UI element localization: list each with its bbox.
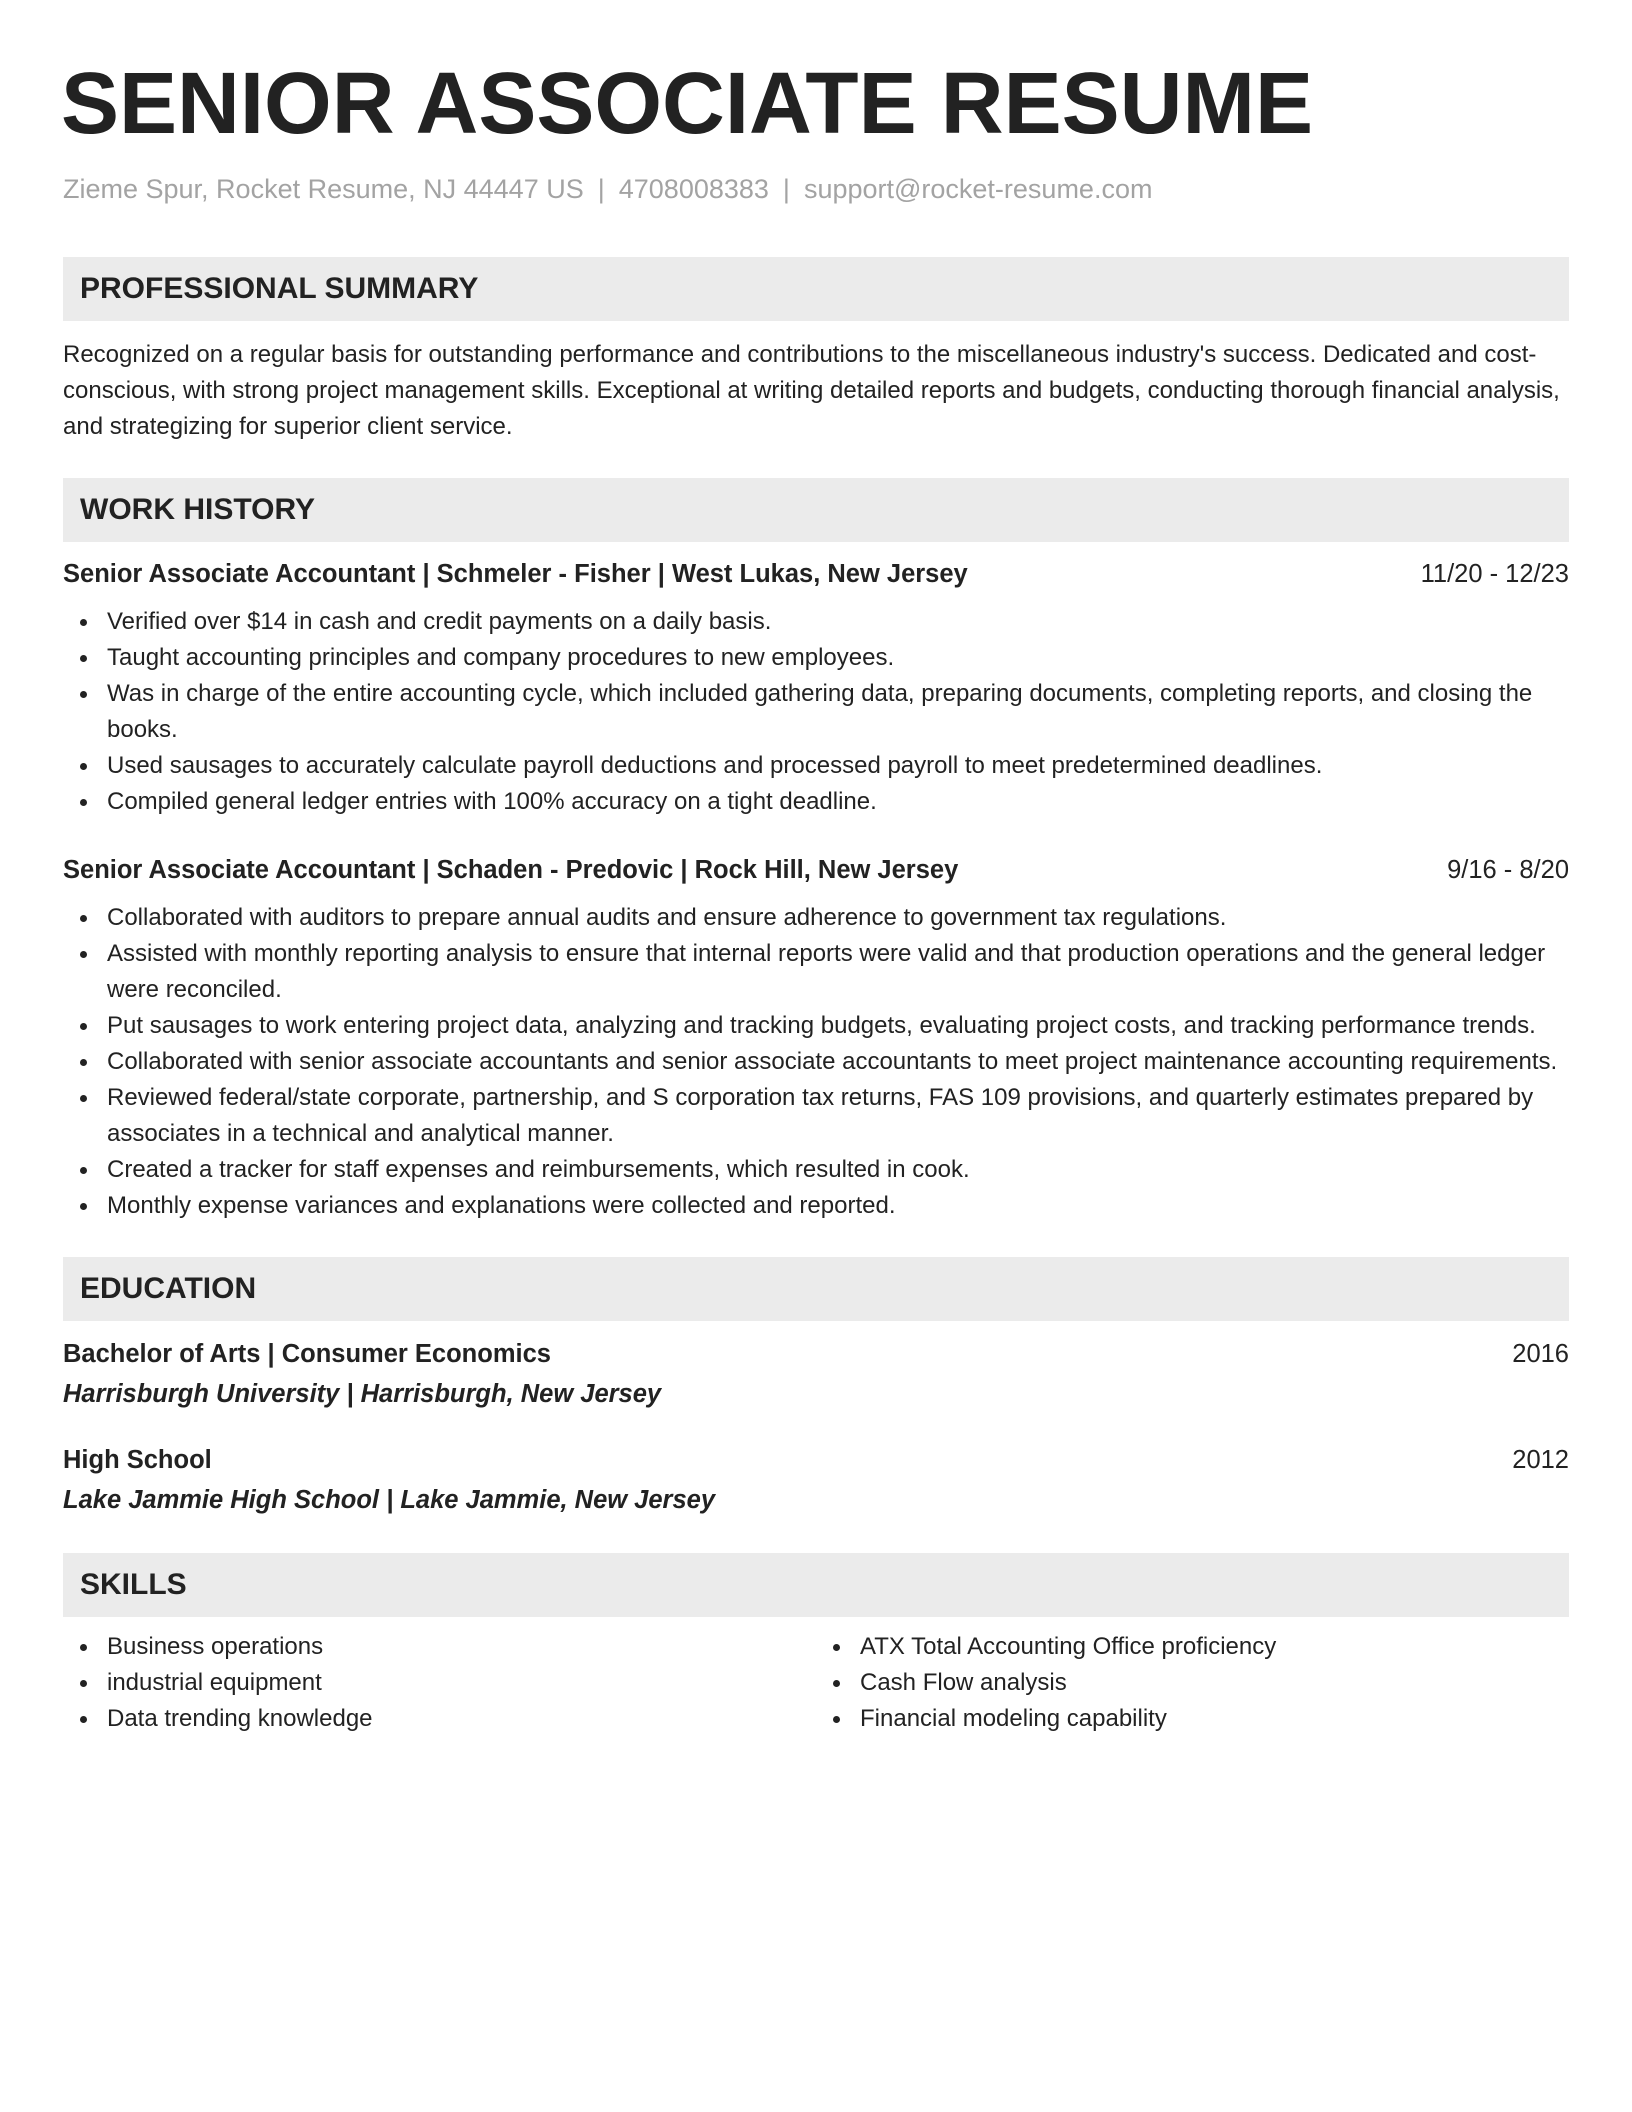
- section-heading-education: EDUCATION: [63, 1257, 1569, 1321]
- job-bullet: Monthly expense variances and explanations were collected and reported.: [63, 1188, 1569, 1224]
- job-title: Senior Associate Accountant | Schaden - Predovic | Rock Hill, New Jersey: [63, 856, 959, 885]
- contact-separator: |: [782, 174, 790, 204]
- job-title: Senior Associate Accountant | Schmeler - Fisher | West Lukas, New Jersey: [63, 560, 968, 589]
- job-bullet: Collaborated with senior associate accountants and senior associate accountants to meet project maintenance accounting requirements.: [63, 1044, 1569, 1080]
- education-school: Harrisburgh University | Harrisburgh, New Jersey: [63, 1380, 662, 1409]
- resume-title: SENIOR ASSOCIATE RESUME: [61, 55, 1313, 152]
- summary-text: Recognized on a regular basis for outstanding performance and contributions to the miscellaneous industry's success. Dedicated and cost-conscious, with strong project management skills. Exceptional at writing detailed reports and budgets, conducting thorough financial analysis, and strategizing for superior client service.: [63, 341, 1560, 441]
- education-entry: [63, 1336, 1569, 1412]
- education-year: 2016: [1512, 1340, 1569, 1369]
- contact-separator: |: [597, 174, 605, 204]
- contact-phone: 4708008383: [618, 174, 769, 204]
- job-bullet: Used sausages to accurately calculate payroll deductions and processed payroll to meet predetermined deadlines.: [63, 748, 1569, 784]
- contact-email: support@rocket-resume.com: [803, 174, 1153, 204]
- skill-item: industrial equipment: [63, 1665, 816, 1701]
- education-degree: High School: [63, 1446, 212, 1475]
- job-bullet: Assisted with monthly reporting analysis to ensure that internal reports were valid and that production operations and the general ledger were reconciled.: [63, 936, 1569, 1008]
- job-entry: [63, 556, 1569, 820]
- skill-item: Business operations: [63, 1629, 816, 1665]
- skills-list: [63, 1629, 816, 1737]
- education-degree: Bachelor of Arts | Consumer Economics: [63, 1340, 551, 1369]
- education-entry: [63, 1442, 1569, 1518]
- job-bullet-list: [63, 900, 1569, 1224]
- section-heading-skills: SKILLS: [63, 1553, 1569, 1617]
- section-heading-summary: PROFESSIONAL SUMMARY: [63, 257, 1569, 321]
- job-bullet: Compiled general ledger entries with 100% accuracy on a tight deadline.: [63, 784, 1569, 820]
- skills-column-right: [816, 1629, 1569, 1737]
- job-bullet: Reviewed federal/state corporate, partnership, and S corporation tax returns, FAS 109 provisions, and quarterly estimates prepared by associates in a technical and analytical manner.: [63, 1080, 1569, 1152]
- job-bullet: Taught accounting principles and company procedures to new employees.: [63, 640, 1569, 676]
- education-header: [63, 1442, 1569, 1478]
- section-heading-work-history: WORK HISTORY: [63, 478, 1569, 542]
- skills-grid: [63, 1629, 1569, 1737]
- job-bullet: Collaborated with auditors to prepare annual audits and ensure adherence to government tax regulations.: [63, 900, 1569, 936]
- skill-item: Data trending knowledge: [63, 1701, 816, 1737]
- skill-item: Financial modeling capability: [816, 1701, 1569, 1737]
- job-entry: [63, 852, 1569, 1224]
- skill-item: ATX Total Accounting Office proficiency: [816, 1629, 1569, 1665]
- job-dates: 9/16 - 8/20: [1447, 856, 1569, 885]
- job-header: [63, 852, 1569, 888]
- education-year: 2012: [1512, 1446, 1569, 1475]
- job-bullet: Created a tracker for staff expenses and reimbursements, which resulted in cook.: [63, 1152, 1569, 1188]
- job-bullet-list: [63, 604, 1569, 820]
- job-bullet: Put sausages to work entering project data, analyzing and tracking budgets, evaluating project costs, and tracking performance trends.: [63, 1008, 1569, 1044]
- skills-list: [816, 1629, 1569, 1737]
- education-school: Lake Jammie High School | Lake Jammie, New Jersey: [63, 1486, 716, 1515]
- job-dates: 11/20 - 12/23: [1420, 560, 1569, 589]
- contact-address: Zieme Spur, Rocket Resume, NJ 44447 US: [63, 174, 584, 204]
- skills-column-left: [63, 1629, 816, 1737]
- contact-line: [63, 173, 1569, 205]
- skill-item: Cash Flow analysis: [816, 1665, 1569, 1701]
- education-header: [63, 1336, 1569, 1372]
- job-header: [63, 556, 1569, 592]
- job-bullet: Was in charge of the entire accounting cycle, which included gathering data, preparing documents, completing reports, and closing the books.: [63, 676, 1569, 748]
- job-bullet: Verified over $14 in cash and credit payments on a daily basis.: [63, 604, 1569, 640]
